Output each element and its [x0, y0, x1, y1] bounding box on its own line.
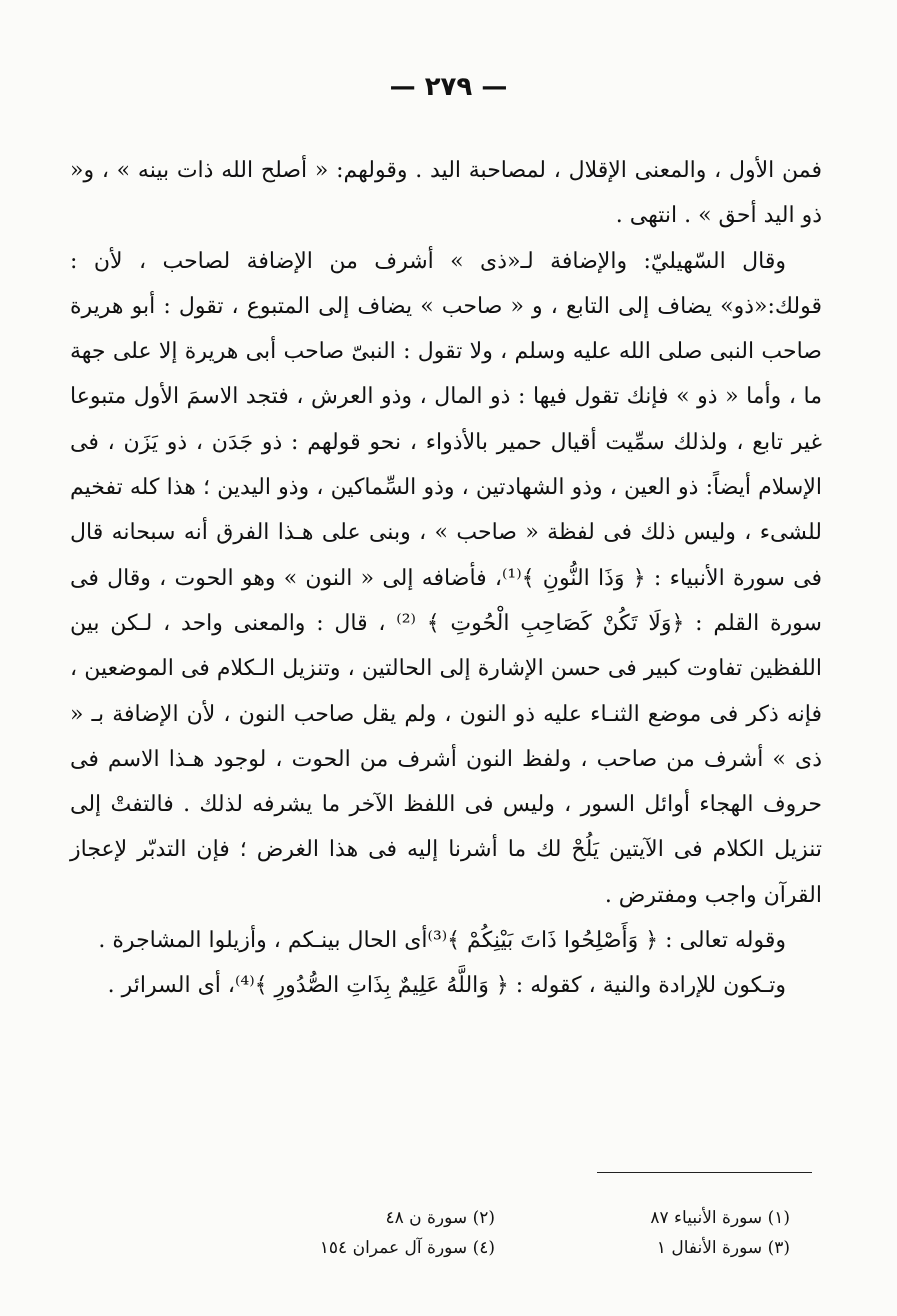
paragraph-3: وقوله تعالى : ﴿ وَأَصْلِحُوا ذَاتَ بَيْنِكُمْ ﴾⁽³⁾أى الحال بينـكم ، وأزيلوا المشاجرة .	[98, 928, 786, 954]
main-text	[70, 148, 822, 1009]
page-number: — ٢٧٩ —	[389, 72, 508, 102]
paragraph-1: فمن الأول ، والمعنى الإقلال ، لمصاحبة اليد . وقولهم: « أصلح الله ذات بينه » ، و« ذو اليد أحق » . انتهى .	[70, 158, 822, 229]
footnote-column-right	[495, 1203, 790, 1263]
footnote-4: (٤) سورة آل عمران ١٥٤	[319, 1238, 495, 1258]
footnotes	[200, 1203, 790, 1263]
footnote-divider	[597, 1172, 812, 1173]
footnote-3: (٣) سورة الأنفال ١	[656, 1238, 790, 1258]
paragraph-2: وقال السّهيليّ: والإضافة لـ«ذى » أشرف من الإضافة لصاحب ، لأن : قولك:«ذو» يضاف إلى التابع ، و « صاحب » يضاف إلى المتبوع ، تقول : أبو هريرة صاحب النبى صلى الله عليه وسلم ، ولا تقول : النبىّ صاحب أبى هريرة إلا على جهة ما ، وأما « ذو » فإنك تقول فيها : ذو المال ، وذو العرش ، فتجد الاسمَ الأول متبوعا غير تابع ، ولذلك سمِّيت أقيال حمير بالأذواء ، نحو قولهم : ذو جَدَن ، ذو يَزَن ، فى الإسلام أيضاً: ذو العين ، وذو الشهادتين ، وذو السِّماكين ، وذو اليدين ؛ هذا كله تفخيم للشىء ، وليس ذلك فى لفظة « صاحب » ، وبنى على هـذا الفرق أنه سبحانه قال فى سورة الأنبياء : ﴿ وَذَا النُّونِ ﴾⁽¹⁾، فأضافه إلى « النون » وهو الحوت ، وقال فى سورة القلم : ﴿وَلَا تَكُنْ كَصَاحِبِ الْحُوتِ ﴾ ⁽²⁾ ، قال : والمعنى واحد ، لـكن بين اللفظين تفاوت كبير فى حسن الإشارة إلى الحالتين ، وتنزيل الـكلام فى الموضعين ، فإنه ذكر فى موضع الثنـاء عليه ذو النون ، ولم يقل صاحب النون ، لأن الإضافة بـ « ذى » أشرف من صاحب ، ولفظ النون أشرف من الحوت ، لوجود هـذا الاسم فى حروف الهجاء أوائل السور ، وليس فى اللفظ الآخر ما يشرفه لذلك . فالتفتْ إلى تنزيل الكلام فى الآيتين يَلُحْ لك ما أشرنا إليه فى هذا الغرض ؛ فإن التدبّر لإعجاز القرآن واجب ومفترض .	[70, 248, 822, 908]
footnote-column-left	[200, 1203, 495, 1263]
paragraph-4: وتـكون للإرادة والنية ، كقوله : ﴿ وَاللَّهُ عَلِيمٌ بِذَاتِ الصُّدُورِ ﴾⁽⁴⁾، أى السرائر .	[107, 973, 786, 999]
footnote-2: (٢) سورة ن ٤٨	[385, 1208, 495, 1228]
footnote-1: (١) سورة الأنبياء ٨٧	[650, 1208, 790, 1228]
